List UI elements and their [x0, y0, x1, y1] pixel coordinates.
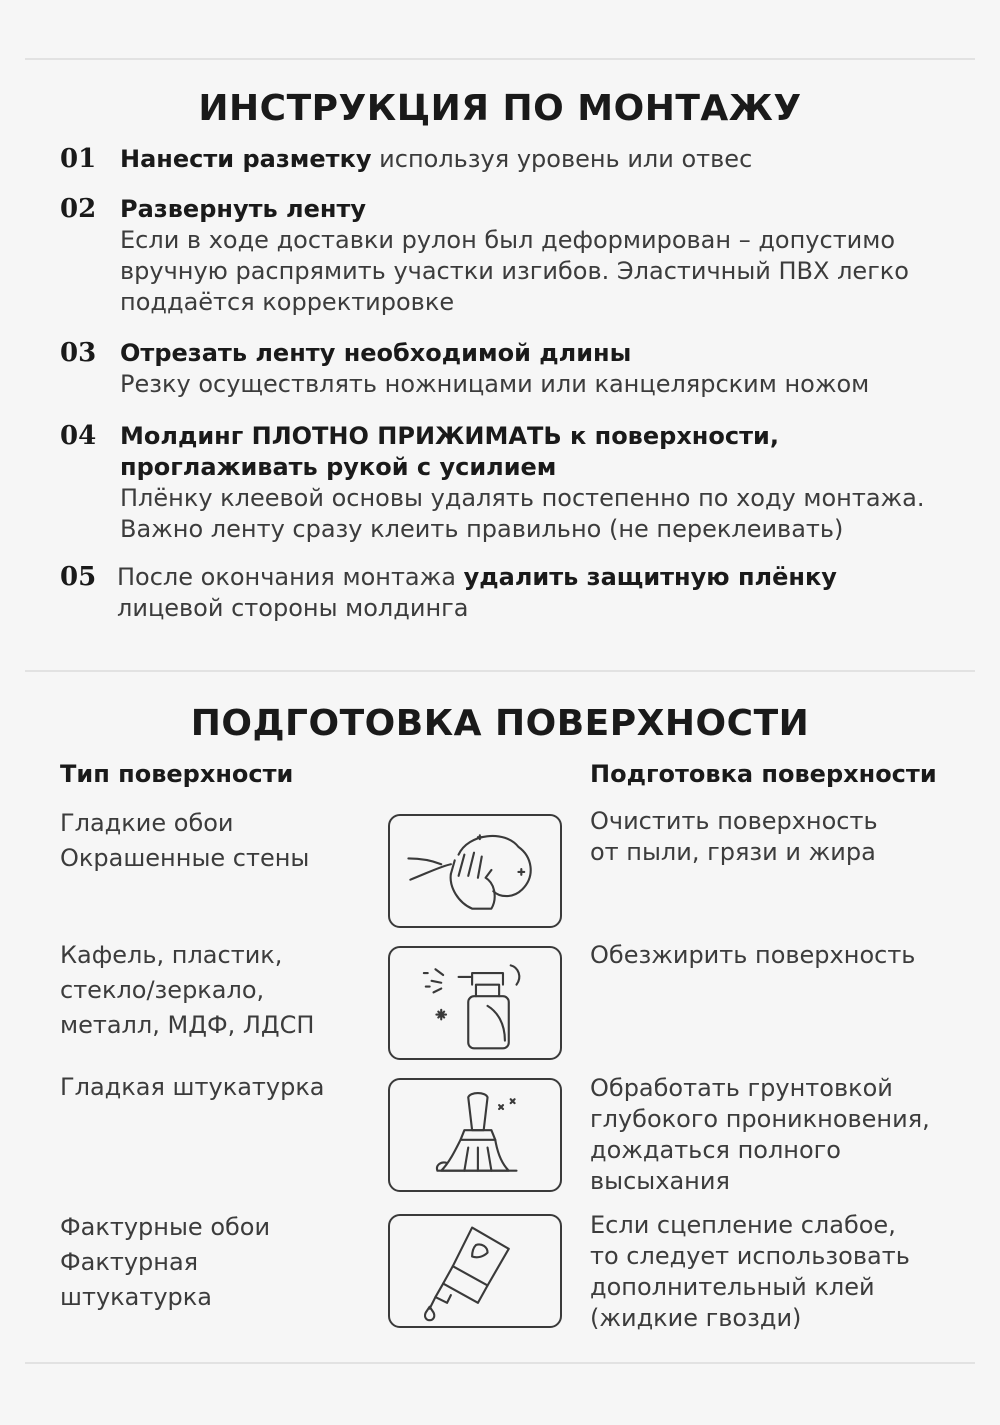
surface-type: Кафель, пластик, стекло/зеркало, металл, МДФ, ЛДСП: [60, 941, 315, 1039]
step-line: лицевой стороны молдинга: [117, 594, 469, 622]
step-rest: используя уровень или отвес: [371, 145, 753, 173]
prep-instruction: Обработать грунтовкой глубокого проникновения, дождаться полного высыхания: [590, 1074, 930, 1195]
step-bold: проглаживать рукой с усилием: [120, 453, 557, 481]
step-number: 05: [60, 562, 97, 592]
step-line: поддаётся корректировке: [120, 288, 455, 316]
bottom-divider: [25, 1362, 975, 1364]
step-text: [120, 194, 980, 318]
step-bold: Нанести разметку: [120, 145, 372, 173]
surface-type: Гладкая штукатурка: [60, 1073, 325, 1101]
step-pre: После окончания монтажа: [117, 563, 464, 591]
step-bold: удалить защитную плёнку: [463, 563, 837, 591]
step-number: 02: [60, 194, 97, 224]
step-number: 01: [60, 144, 97, 174]
paint-brush-icon: [388, 1078, 562, 1192]
step-number: 04: [60, 421, 97, 451]
step-line: Резку осуществлять ножницами или канцелярским ножом: [120, 370, 870, 398]
step-bold: Отрезать ленту необходимой длины: [120, 339, 632, 367]
prep-column-header: Подготовка поверхности: [590, 760, 937, 788]
surface-type: Гладкие обои Окрашенные стены: [60, 809, 310, 872]
step-line: Плёнку клеевой основы удалять постепенно по ходу монтажа.: [120, 484, 925, 512]
step-bold: Молдинг ПЛОТНО ПРИЖИМАТЬ к поверхности,: [120, 422, 779, 450]
wiping-hand-icon: [388, 814, 562, 928]
step-number: 03: [60, 338, 97, 368]
step-line: вручную распрямить участки изгибов. Эластичный ПВХ легко: [120, 257, 909, 285]
prep-instruction: Обезжирить поверхность: [590, 941, 916, 969]
glue-bottle-icon: [388, 1214, 562, 1328]
step-text: [120, 144, 980, 175]
step-text: [120, 421, 980, 545]
spray-bottle-icon: [388, 946, 562, 1060]
surface-type: Фактурные обои Фактурная штукатурка: [60, 1213, 271, 1311]
top-divider: [25, 58, 975, 60]
step-text: [117, 562, 977, 624]
preparation-title: ПОДГОТОВКА ПОВЕРХНОСТИ: [190, 703, 810, 744]
middle-divider: [25, 670, 975, 672]
step-line: Важно ленту сразу клеить правильно (не переклеивать): [120, 515, 844, 543]
surface-column-header: Тип поверхности: [60, 760, 294, 788]
step-text: [120, 338, 980, 400]
prep-instruction: Если сцепление слабое, то следует использовать дополнительный клей (жидкие гвозди): [590, 1211, 910, 1332]
prep-instruction: Очистить поверхность от пыли, грязи и жира: [590, 807, 878, 866]
step-bold: Развернуть ленту: [120, 195, 367, 223]
step-line: Если в ходе доставки рулон был деформирован – допустимо: [120, 226, 896, 254]
installation-title: ИНСТРУКЦИЯ ПО МОНТАЖУ: [198, 88, 802, 129]
